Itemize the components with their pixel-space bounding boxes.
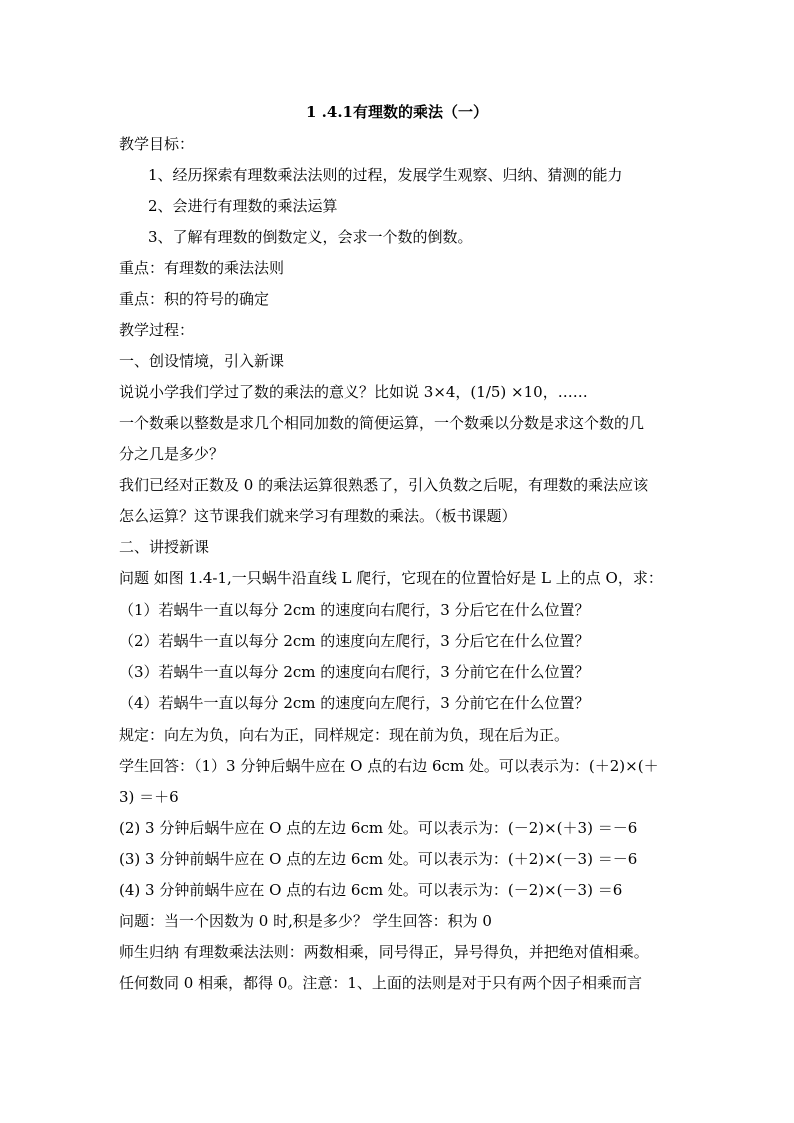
rule-summary: 师生归纳 有理数乘法法则：两数相乘，同号得正，异号得负，并把绝对值相乘。 — [119, 943, 649, 961]
problem-item-3: （3）若蜗牛一直以每分 2cm 的速度向右爬行，3 分前它在什么位置？ — [119, 663, 590, 681]
answer-line: (2) 3 分钟后蜗牛应在 O 点的左边 6cm 处。可以表示为：(－2)×(＋3) ＝－6 — [119, 819, 638, 837]
rule-summary: 任何数同 0 相乘，都得 0。注意：1、上面的法则是对于只有两个因子相乘而言 — [119, 974, 642, 992]
problem-item-4: （4）若蜗牛一直以每分 2cm 的速度向左爬行，3 分前它在什么位置？ — [119, 694, 590, 712]
question-zero-factor: 问题：当一个因数为 0 时,积是多少？ 学生回答：积为 0 — [119, 912, 492, 930]
answer-line: 3) ＝＋6 — [119, 788, 179, 806]
key-point-1: 重点：有理数的乘法法则 — [119, 259, 285, 277]
paragraph-line: 怎么运算？这节课我们就来学习有理数的乘法。（板书课题） — [119, 507, 517, 525]
subsection-heading-intro: 一、创设情境，引入新课 — [119, 352, 285, 370]
problem-item-1: （1）若蜗牛一直以每分 2cm 的速度向右爬行，3 分后它在什么位置？ — [119, 601, 590, 619]
convention-rule: 规定：向左为负，向右为正，同样规定：现在前为负，现在后为正。 — [119, 726, 570, 744]
objective-item-2: 2、会进行有理数的乘法运算 — [148, 197, 338, 215]
document-title: 1 .4.1有理数的乘法（一） — [306, 103, 488, 121]
objective-item-3: 3、了解有理数的倒数定义，会求一个数的倒数。 — [148, 228, 473, 246]
section-heading-process: 教学过程： — [119, 321, 195, 339]
paragraph-line: 一个数乘以整数是求几个相同加数的简便运算，一个数乘以分数是求这个数的几 — [119, 414, 645, 432]
answer-line: (3) 3 分钟前蜗牛应在 O 点的左边 6cm 处。可以表示为：(＋2)×(－3) ＝－6 — [119, 850, 638, 868]
paragraph-line: 分之几是多少？ — [119, 445, 225, 463]
problem-statement: 问题 如图 1.4-1,一只蜗牛沿直线 L 爬行，它现在的位置恰好是 L 上的点 O，求： — [119, 569, 663, 587]
answer-line: 学生回答：（1）3 分钟后蜗牛应在 O 点的右边 6cm 处。可以表示为：(＋2)×(＋ — [119, 757, 659, 775]
objective-item-1: 1、经历探索有理数乘法法则的过程，发展学生观察、归纳、猜测的能力 — [148, 166, 623, 184]
subsection-heading-new-lesson: 二、讲授新课 — [119, 538, 210, 556]
problem-item-2: （2）若蜗牛一直以每分 2cm 的速度向左爬行，3 分后它在什么位置？ — [119, 632, 590, 650]
section-heading-objectives: 教学目标： — [119, 135, 195, 153]
answer-line: (4) 3 分钟前蜗牛应在 O 点的右边 6cm 处。可以表示为：(－2)×(－3) ＝6 — [119, 881, 623, 899]
paragraph-line: 说说小学我们学过了数的乘法的意义？比如说 3×4，(1/5) ×10，…… — [119, 383, 588, 401]
key-point-2: 重点：积的符号的确定 — [119, 290, 270, 308]
paragraph-line: 我们已经对正数及 0 的乘法运算很熟悉了，引入负数之后呢，有理数的乘法应该 — [119, 476, 649, 494]
